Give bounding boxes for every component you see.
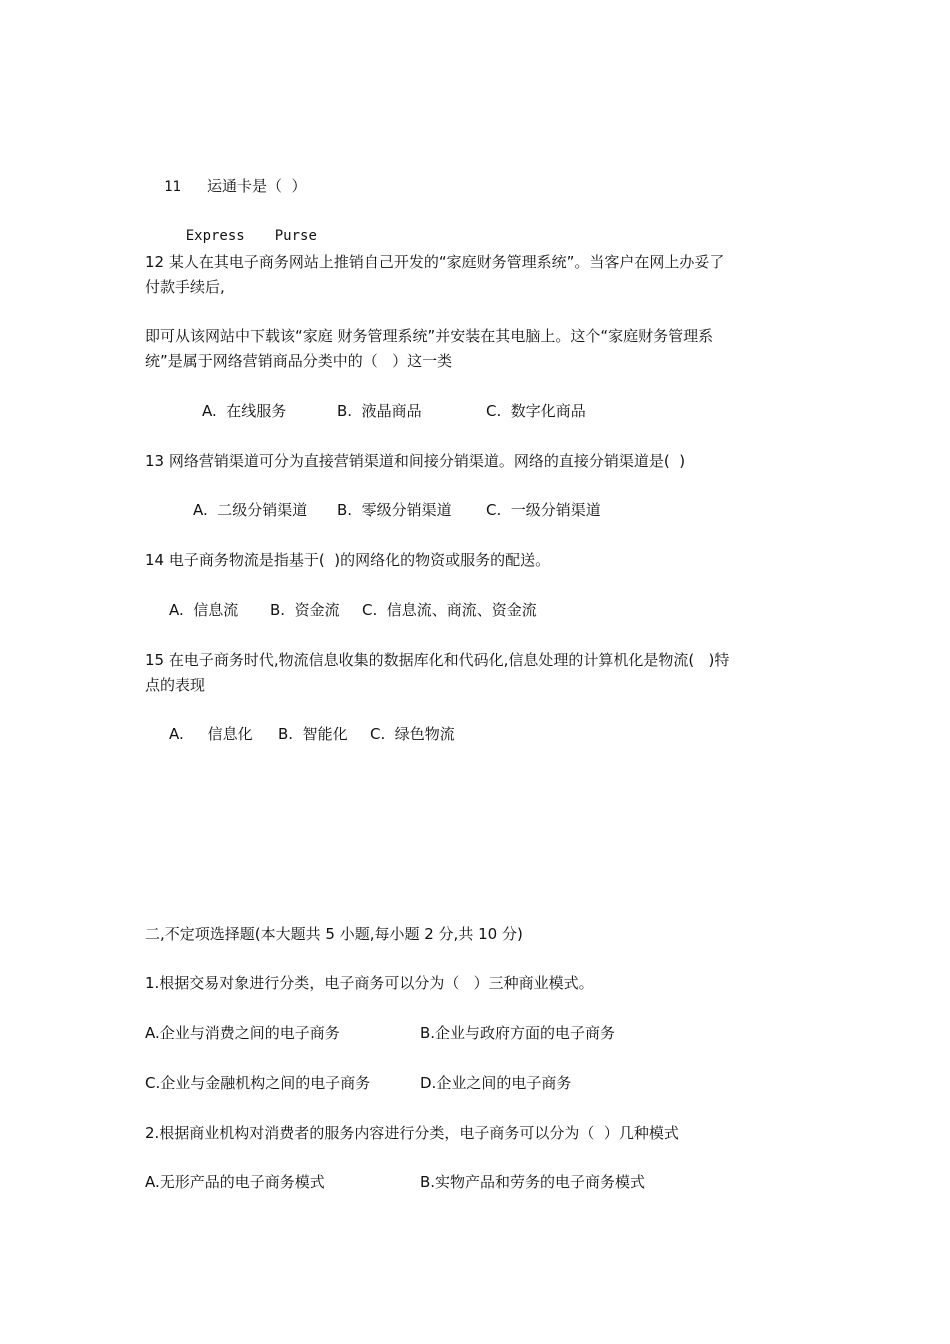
question-15-line-2: 点的表现 — [145, 676, 206, 694]
question-11-option-a: Express — [185, 228, 245, 244]
question-15-option-a: A. 信息化 — [169, 725, 253, 743]
section-2-question-1-option-a: A.企业与消费之间的电子商务 — [145, 1024, 340, 1042]
section-2-question-2-option-a: A.无形产品的电子商务模式 — [145, 1173, 325, 1191]
question-13-text: 13 网络营销渠道可分为直接营销渠道和间接分销渠道。网络的直接分销渠道是( ) — [145, 452, 686, 470]
section-2-question-1-text: 1.根据交易对象进行分类，电子商务可以分为（ ）三种商业模式。 — [145, 974, 594, 992]
section-2-question-2-option-b: B.实物产品和劳务的电子商务模式 — [420, 1173, 646, 1191]
question-15-option-b: B. 智能化 — [278, 725, 348, 743]
question-13-option-c: C. 一级分销渠道 — [486, 501, 601, 519]
question-12-option-b: B. 液晶商品 — [337, 402, 422, 420]
question-13-option-b: B. 零级分销渠道 — [337, 501, 452, 519]
question-12-line-4: 统”是属于网络营销商品分类中的（ ）这一类 — [145, 352, 453, 370]
section-2-question-1-option-b: B.企业与政府方面的电子商务 — [420, 1024, 616, 1042]
question-14-text: 14 电子商务物流是指基于( )的网络化的物资或服务的配送。 — [145, 551, 551, 569]
question-12-option-c: C. 数字化商品 — [486, 402, 586, 420]
question-11-number: 11 — [164, 179, 181, 195]
section-2-question-1-option-c: C.企业与金融机构之间的电子商务 — [145, 1074, 371, 1092]
section-2-question-1-option-d: D.企业之间的电子商务 — [420, 1074, 572, 1092]
question-12-line-3: 即可从该网站中下载该“家庭 财务管理系统”并安装在其电脑上。这个“家庭财务管理系 — [145, 327, 714, 345]
section-2-question-2-text: 2.根据商业机构对消费者的服务内容进行分类，电子商务可以分为（ ）几种模式 — [145, 1124, 679, 1142]
question-11-option-b: Purse — [274, 228, 317, 244]
question-15-line-1: 15 在电子商务时代,物流信息收集的数据库化和代码化,信息处理的计算机化是物流( )特 — [145, 651, 730, 669]
question-14-option-b: B. 资金流 — [270, 601, 340, 619]
question-12-option-a: A. 在线服务 — [202, 402, 287, 420]
question-11-text: 运通卡是（ ） — [206, 177, 307, 195]
question-14-option-c: C. 信息流、商流、资金流 — [362, 601, 537, 619]
question-14-option-a: A. 信息流 — [169, 601, 239, 619]
question-15-option-c: C. 绿色物流 — [370, 725, 455, 743]
question-13-option-a: A. 二级分销渠道 — [193, 501, 308, 519]
question-12-line-1: 12 某人在其电子商务网站上推销自己开发的“家庭财务管理系统”。当客户在网上办妥了 — [145, 253, 725, 271]
question-12-line-2: 付款手续后, — [145, 278, 225, 296]
section-2-title: 二,不定项选择题(本大题共 5 小题,每小题 2 分,共 10 分) — [145, 925, 523, 943]
